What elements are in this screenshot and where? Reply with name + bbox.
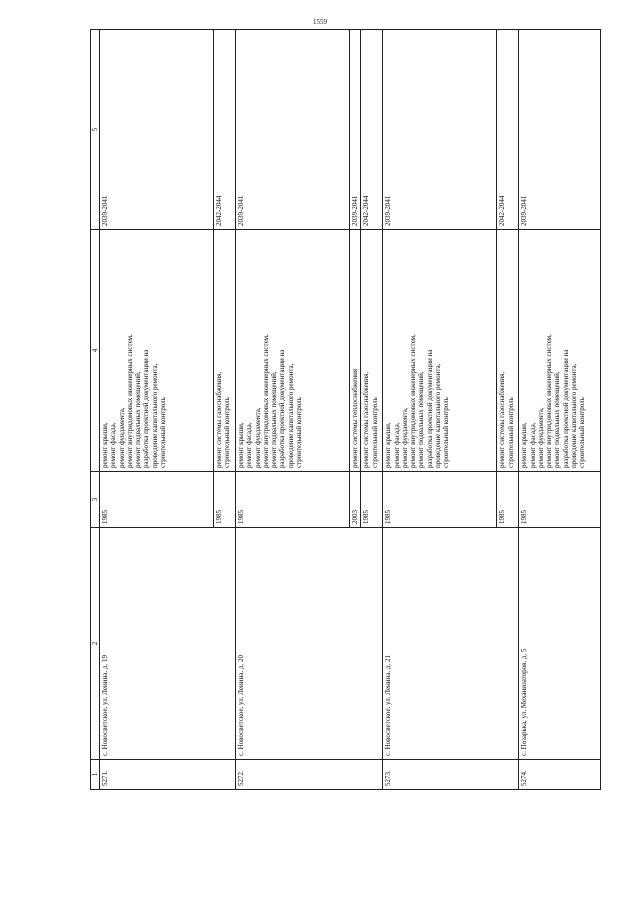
row-year: 1985 <box>236 472 350 528</box>
work-item: ремонт системы газоснабжения, <box>362 371 371 468</box>
row-year: 1985 <box>361 472 383 528</box>
work-item: ремонт крыши, <box>101 422 109 468</box>
work-item: проведение капитального ремонта, <box>570 363 579 468</box>
row-works <box>100 230 214 472</box>
row-period: 2042-2044 <box>497 30 519 230</box>
row-year: 1985 <box>100 472 214 528</box>
work-item: разработка проектной документации на <box>425 349 434 468</box>
work-item: ремонт подвальных помещений, <box>417 371 426 468</box>
row-address: с. Новосветское, ул. Ленина, д. 19 <box>100 528 236 760</box>
work-item: ремонт подвальных помещений, <box>134 371 143 468</box>
work-item: ремонт крыши, <box>520 422 529 468</box>
row-period: 2042-2044 <box>214 30 236 230</box>
work-item: ремонт крыши, <box>237 422 245 468</box>
row-address: с. Новосветское, ул. Ленина, д. 21 <box>383 528 519 760</box>
repair-schedule-table <box>90 29 601 790</box>
row-address: с. Позарька, ул. Механизаторов, д. 5 <box>519 528 601 760</box>
row-works <box>497 230 519 472</box>
header-row <box>91 30 100 790</box>
header-col-2: 2 <box>91 528 100 760</box>
table-row <box>519 30 601 790</box>
row-works <box>519 230 601 472</box>
row-period: 2039-2041 <box>236 30 350 230</box>
row-number: 5274. <box>519 760 601 790</box>
row-year: 1985 <box>383 472 497 528</box>
work-item: ремонт системы газоснабжения, <box>215 371 223 468</box>
work-item: проведение капитального ремонта, <box>150 363 159 468</box>
work-item: ремонт фундамента, <box>253 407 262 468</box>
header-col-3: 3 <box>91 472 100 528</box>
header-col-4: 4 <box>91 230 100 472</box>
work-item: строительный контроль <box>159 397 168 468</box>
row-works <box>383 230 497 472</box>
table-row <box>100 30 214 790</box>
row-period: 2039-2041 <box>100 30 214 230</box>
work-item: проведение капитального ремонта, <box>434 363 443 468</box>
work-item: строительный контроль <box>223 397 232 468</box>
work-item: ремонт системы теплоснабжения <box>351 368 359 468</box>
work-item: ремонт внутридомовых инженерных систем, <box>125 334 134 468</box>
work-item: ремонт подвальных помещений, <box>553 371 562 468</box>
work-item: ремонт фундамента, <box>117 407 126 468</box>
work-item: ремонт внутридомовых инженерных систем, <box>261 334 270 468</box>
work-item: ремонт крыши, <box>384 422 393 468</box>
row-year: 1985 <box>497 472 519 528</box>
work-item: ремонт внутридомовых инженерных систем, <box>409 334 418 468</box>
work-item: строительный контроль <box>442 397 451 468</box>
work-item: ремонт фасада, <box>245 422 254 468</box>
work-item: разработка проектной документации на <box>142 349 151 468</box>
row-period: 2039-2041 <box>350 30 361 230</box>
row-period: 2039-2041 <box>383 30 497 230</box>
row-number: 5273. <box>383 760 519 790</box>
work-item: строительный контроль <box>295 397 304 468</box>
work-item: ремонт фасада, <box>392 422 401 468</box>
row-year: 1985 <box>214 472 236 528</box>
row-works <box>236 230 350 472</box>
header-col-5: 5 <box>91 30 100 230</box>
work-item: разработка проектной документации на <box>561 349 570 468</box>
row-year: 1985 <box>519 472 601 528</box>
work-item: ремонт фасада, <box>528 422 537 468</box>
row-year: 2003 <box>350 472 361 528</box>
row-works <box>361 230 383 472</box>
row-works <box>350 230 361 472</box>
row-address: с. Новосветское, ул. Ленина, д. 20 <box>236 528 383 760</box>
header-col-1: 1 <box>91 760 100 790</box>
table-row <box>236 30 350 790</box>
table-body <box>91 30 601 790</box>
rotated-page <box>90 30 588 790</box>
work-item: ремонт фундамента, <box>536 407 545 468</box>
row-period: 2039-2041 <box>519 30 601 230</box>
row-works <box>214 230 236 472</box>
row-number: 5272. <box>236 760 383 790</box>
work-item: строительный контроль <box>370 397 379 468</box>
row-period: 2042-2044 <box>361 30 383 230</box>
work-item: проведение капитального ремонта, <box>286 363 295 468</box>
table-row <box>383 30 497 790</box>
work-item: строительный контроль <box>578 397 587 468</box>
work-item: ремонт системы газоснабжения, <box>498 371 507 468</box>
work-item: ремонт подвальных помещений, <box>270 371 279 468</box>
work-item: ремонт внутридомовых инженерных систем, <box>545 334 554 468</box>
work-item: разработка проектной документации на <box>278 349 287 468</box>
work-item: ремонт фундамента, <box>400 407 409 468</box>
work-item: строительный контроль <box>506 397 515 468</box>
work-item: ремонт фасада, <box>109 422 118 468</box>
row-number: 5271. <box>100 760 236 790</box>
page-number: 1559 <box>313 18 327 26</box>
